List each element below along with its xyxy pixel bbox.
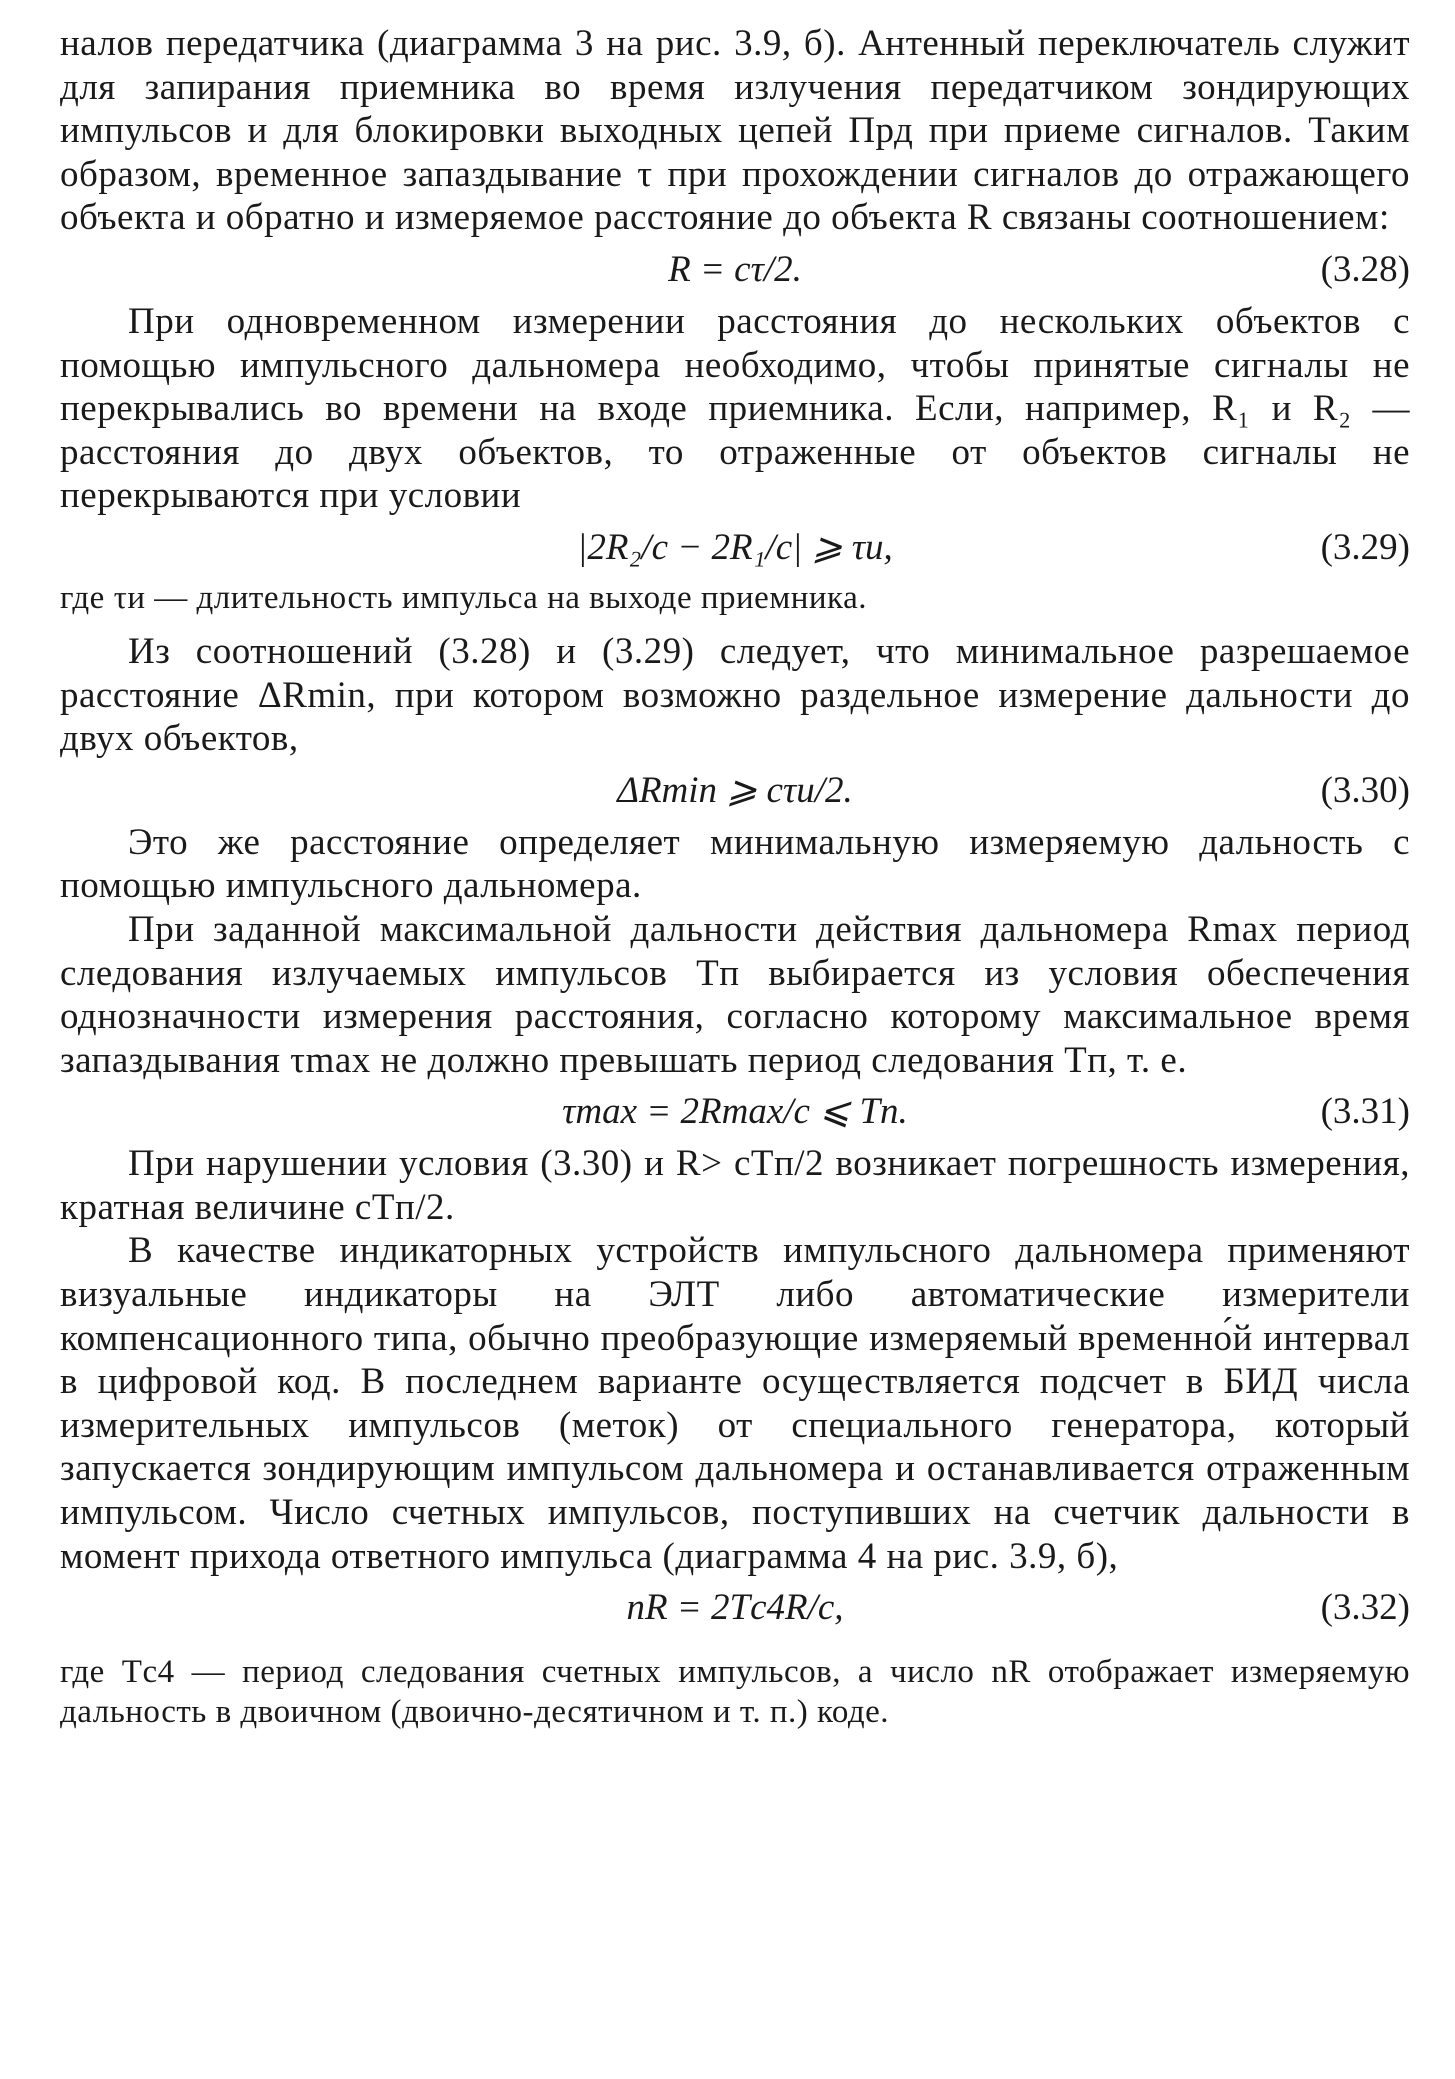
- paragraph-9: где Tс4 — период следования счетных импульсов, а число nR отображает измеряемую дальность в двоичном (двоично-десятичном и т. п.) коде.: [60, 1654, 1410, 1731]
- equation-3-32: [60, 1578, 1410, 1638]
- paragraph-6: При заданной максимальной дальности действия дальномера Rmax период следования излучаемых импульсов Tп выбирается из условия обеспечения однозначности измерения расстояния, согласно которому максимальное время запаздывания τmax не должно превышать период следования Tп, т. е.: [60, 908, 1410, 1081]
- equation-formula: ΔRmin ⩾ cτи/2.: [617, 769, 853, 811]
- equation-number: (3.31): [1320, 1091, 1410, 1133]
- equation-3-31: [60, 1082, 1410, 1142]
- paragraph-3: где τи — длительность импульса на выходе приемника.: [60, 579, 867, 616]
- equation-formula: |2R₂/c − 2R₁/c| ⩾ τи,: [577, 526, 893, 568]
- paragraph-7: При нарушении условия (3.30) и R> cTп/2 возникает погрешность измерения, кратная величине cTп/2.: [60, 1143, 1410, 1228]
- paragraph-4: Из соотношений (3.28) и (3.29) следует, что минимальное разрешаемое расстояние ΔRmin, при котором возможно раздельное измерение дальности до двух объектов,: [60, 630, 1410, 760]
- equation-number: (3.30): [1320, 769, 1410, 811]
- equation-number: (3.32): [1320, 1587, 1410, 1629]
- equation-3-29: [60, 518, 1410, 578]
- paragraph-5: Это же расстояние определяет минимальную измеряемую дальность с помощью импульсного дальномера.: [60, 821, 1410, 907]
- equation-formula: R = cτ/2.: [668, 248, 802, 290]
- equation-number: (3.29): [1320, 526, 1410, 568]
- paragraph-8: В качестве индикаторных устройств импульсного дальномера применяют визуальные индикаторы на ЭЛТ либо автоматические измерители компенсационного типа, обычно преобразующие измеряемый временно́й интервал в цифровой код. В последнем варианте осуществляется подсчет в БИД числа измерительных импульсов (меток) от специального генератора, который запускается зондирующим импульсом дальномера и останавливается отраженным импульсом. Число счетных импульсов, поступивших на счетчик дальности в момент прихода ответного импульса (диаграмма 4 на рис. 3.9, б),: [60, 1230, 1410, 1577]
- document-page: [60, 22, 1410, 1732]
- equation-formula: τmax = 2Rmax/c ⩽ Tп.: [562, 1091, 908, 1133]
- paragraph-2: При одновременном измерении расстояния до нескольких объектов с помощью импульсного дальномера необходимо, чтобы принятые сигналы не перекрывались во времени на входе приемника. Если, например, R₁ и R₂ — расстояния до двух объектов, то отраженные от объектов сигналы не перекрываются при условии: [60, 300, 1410, 517]
- equation-3-28: [60, 240, 1410, 300]
- equation-3-30: [60, 761, 1410, 821]
- paragraph-1: налов передатчика (диаграмма 3 на рис. 3.9, б). Антенный переключатель служит для запирания приемника во время излучения передатчиком зондирующих импульсов и для блокировки выходных цепей Прд при приеме сигналов. Таким образом, временное запаздывание τ при прохождении сигналов до отражающего объекта и обратно и измеряемое расстояние до объекта R связаны соотношением:: [60, 23, 1410, 239]
- equation-formula: nR = 2Tс4R/c,: [626, 1587, 844, 1629]
- equation-number: (3.28): [1320, 248, 1410, 290]
